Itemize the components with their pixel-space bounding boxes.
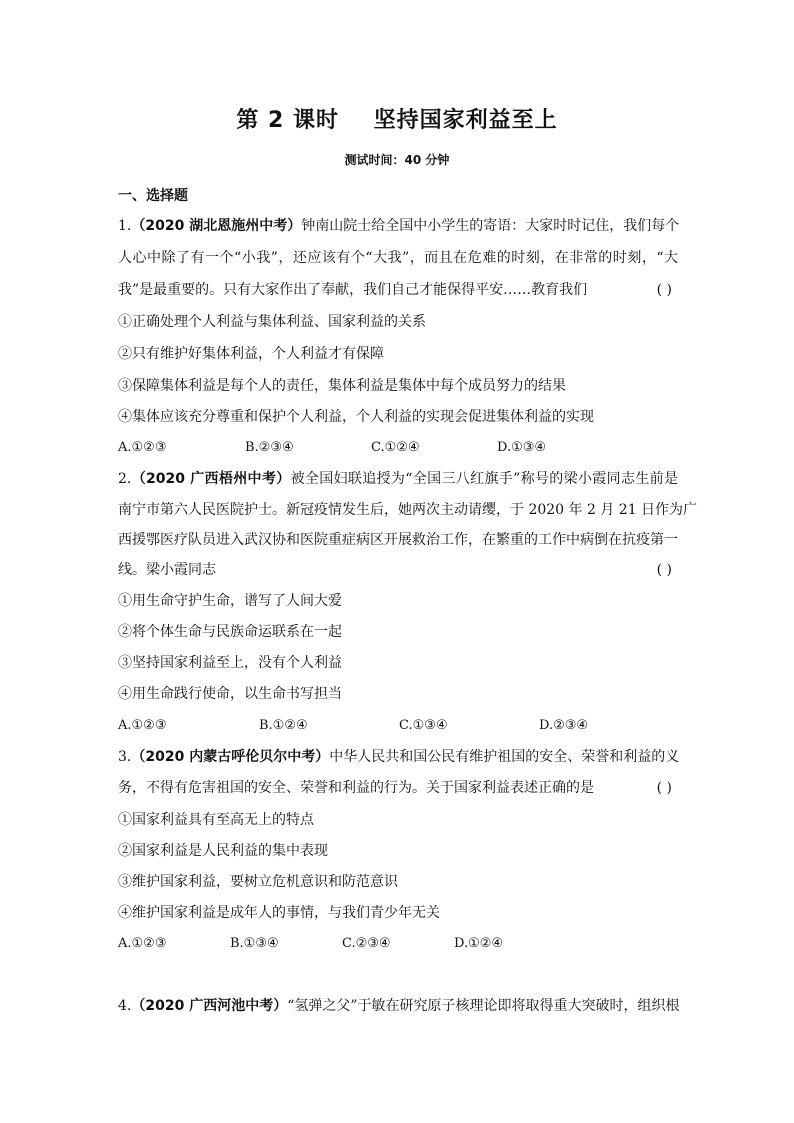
- statement-item: ④集体应该充分尊重和保护个人利益，个人利益的实现会促进集体利益的实现: [118, 409, 594, 425]
- option-a: A.①②③: [118, 936, 167, 951]
- option-b: B.②③④: [245, 440, 294, 455]
- option-a: A.①②③: [118, 440, 167, 455]
- option-a: A.①②③: [118, 718, 167, 733]
- question-3-stem-line-2: [118, 778, 678, 798]
- question-stem: 务，不得有危害祖国的安全、荣誉和利益的行为。关于国家利益表述正确的是: [118, 780, 594, 796]
- question-source: （2020 广西河池中考）: [131, 998, 288, 1014]
- question-source: （2020 湖北恩施州中考）: [131, 218, 302, 234]
- statement-item: ①用生命守护生命，谱写了人间大爱: [118, 593, 342, 609]
- page-title: 第 2 课时 坚持国家利益至上: [236, 108, 558, 133]
- question-stem: 钟南山院士给全国中小学生的寄语：大家时时记住，我们每个: [301, 218, 680, 234]
- answer-blank: ( ): [656, 780, 672, 796]
- statement-item: ③坚持国家利益至上，没有个人利益: [118, 655, 342, 671]
- option-c: C.②③④: [342, 936, 391, 951]
- question-source: （2020 内蒙古呼伦贝尔中考）: [131, 749, 330, 765]
- question-1-stem-line-1: [118, 216, 678, 236]
- statement-item: ①国家利益具有至高无上的特点: [118, 812, 314, 828]
- question-number: 2.: [118, 471, 132, 487]
- question-2-stem-line-1: [118, 469, 678, 489]
- statement-item: ③保障集体利益是每个人的责任，集体利益是集体中每个成员努力的结果: [118, 378, 566, 394]
- question-stem: 线。梁小霞同志: [118, 562, 216, 578]
- statement-item: ②国家利益是人民利益的集中表现: [118, 843, 328, 859]
- option-d: D.①③④: [497, 440, 547, 455]
- option-b: B.①③④: [230, 936, 279, 951]
- question-2-stem-line-4: [118, 560, 678, 580]
- question-source: （2020 广西梧州中考）: [131, 471, 291, 487]
- question-stem: 被全国妇联追授为“全国三八红旗手”称号的梁小霞同志生前是: [290, 471, 678, 487]
- question-3-stem-line-1: [118, 747, 678, 767]
- question-number: 3.: [118, 749, 132, 765]
- question-4-stem-line-1: [118, 996, 678, 1016]
- question-stem: 我”是最重要的。只有大家作出了奉献，我们自己才能保得平安……教育我们: [118, 282, 588, 298]
- question-1-stem-line-2: 人心中除了有一个“小我”，还应该有个“大我”，而且在危难的时刻，在非常的时刻，“大: [118, 250, 678, 266]
- question-number: 1.: [118, 218, 132, 234]
- option-d: D.②③④: [539, 718, 589, 733]
- option-c: C.①②④: [371, 440, 420, 455]
- statement-item: ①正确处理个人利益与集体利益、国家利益的关系: [118, 314, 426, 330]
- statement-item: ②只有维护好集体利益，个人利益才有保障: [118, 346, 384, 362]
- section-heading: 一、选择题: [118, 188, 188, 204]
- question-1-stem-line-3: [118, 280, 678, 300]
- statement-item: ④用生命践行使命，以生命书写担当: [118, 686, 342, 702]
- question-number: 4.: [118, 998, 132, 1014]
- question-2-stem-line-3: 西援鄂医疗队员进入武汉协和医院重症病区开展救治工作，在繁重的工作中病倒在抗疫第一: [118, 532, 678, 548]
- option-c: C.①③④: [399, 718, 448, 733]
- statement-item: ④维护国家利益是成年人的事情，与我们青少年无关: [118, 905, 440, 921]
- question-2-stem-line-2: 南宁市第六人民医院护士。新冠疫情发生后，她两次主动请缨，于 2020 年 2 月 21 日作为广: [118, 502, 698, 518]
- option-b: B.①②④: [259, 718, 308, 733]
- question-stem: “氢弹之父”于敏在研究原子核理论即将取得重大突破时，组织根: [287, 998, 680, 1014]
- statement-item: ③维护国家利益，要树立危机意识和防范意识: [118, 874, 398, 890]
- answer-blank: ( ): [656, 562, 672, 578]
- option-d: D.①②④: [454, 936, 504, 951]
- test-time: 测试时间：40 分钟: [344, 153, 450, 167]
- answer-blank: ( ): [656, 282, 672, 298]
- statement-item: ②将个体生命与民族命运联系在一起: [118, 624, 342, 640]
- question-stem: 中华人民共和国公民有维护祖国的安全、荣誉和利益的义: [329, 749, 680, 765]
